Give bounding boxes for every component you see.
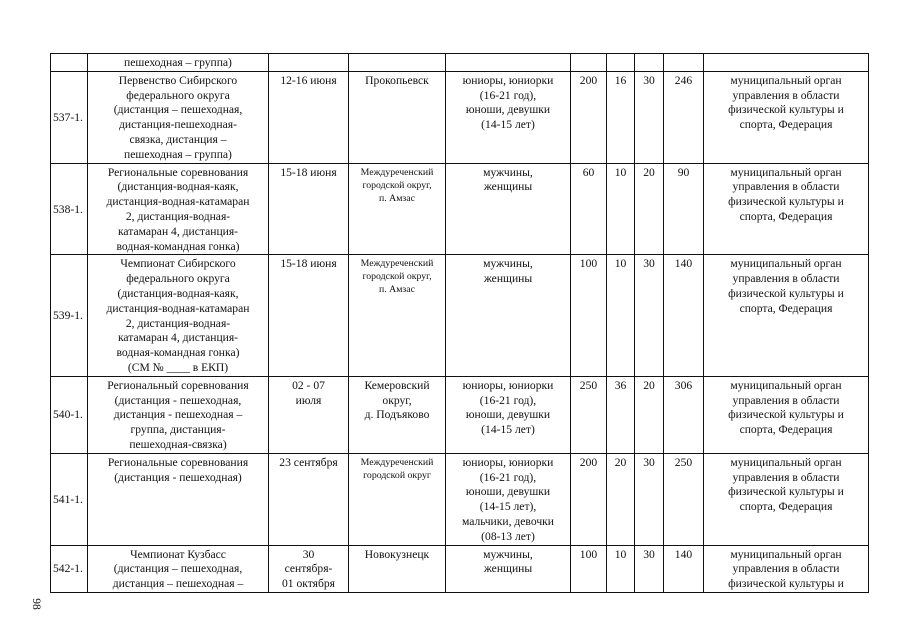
cell-organizer: муниципальный орган управления в области физической культуры и: [704, 545, 869, 592]
cell-n3: 20: [635, 376, 664, 453]
cell-organizer: [704, 54, 869, 72]
cell-n1: 200: [571, 453, 607, 545]
cell-n3: 30: [635, 255, 664, 376]
cell-num: 537-1.: [51, 71, 88, 163]
cell-n2: 36: [607, 376, 635, 453]
cell-n1: 250: [571, 376, 607, 453]
cell-n1: [571, 54, 607, 72]
cell-event: Чемпионат Кузбасс (дистанция – пешеходная, дистанция – пешеходная –: [88, 545, 269, 592]
table-row: [51, 255, 869, 376]
cell-organizer: муниципальный орган управления в области физической культуры и спорта, Федерация: [704, 376, 869, 453]
cell-n2: 10: [607, 163, 635, 255]
cell-place: Междуреченский городской округ, п. Амзас: [349, 163, 446, 255]
cell-n1: 60: [571, 163, 607, 255]
page-number: 98: [29, 598, 42, 610]
cell-num: 540-1.: [51, 376, 88, 453]
cell-event: пешеходная – группа): [88, 54, 269, 72]
table-row: [51, 545, 869, 592]
cell-place: Междуреченский городской округ, п. Амзас: [349, 255, 446, 376]
cell-place: Прокопьевск: [349, 71, 446, 163]
cell-dates: [269, 54, 349, 72]
cell-dates: 30 сентября- 01 октября: [269, 545, 349, 592]
cell-participants: юниоры, юниорки (16-21 год), юноши, девушки (14-15 лет), мальчики, девочки (08-13 лет): [446, 453, 571, 545]
cell-n4: [664, 54, 704, 72]
table-row: [51, 376, 869, 453]
cell-dates: 12-16 июня: [269, 71, 349, 163]
cell-organizer: муниципальный орган управления в области физической культуры и спорта, Федерация: [704, 255, 869, 376]
cell-event: Региональный соревнования (дистанция - пешеходная, дистанция - пешеходная – группа, дистанция- пешеходная-связка): [88, 376, 269, 453]
cell-n3: 20: [635, 163, 664, 255]
cell-organizer: муниципальный орган управления в области физической культуры и спорта, Федерация: [704, 71, 869, 163]
cell-n2: 10: [607, 255, 635, 376]
cell-n1: 100: [571, 255, 607, 376]
cell-n4: 246: [664, 71, 704, 163]
cell-participants: мужчины, женщины: [446, 545, 571, 592]
cell-n2: 16: [607, 71, 635, 163]
cell-n1: 100: [571, 545, 607, 592]
cell-n2: 10: [607, 545, 635, 592]
cell-event: Первенство Сибирского федерального округа (дистанция – пешеходная, дистанция-пешеходная- связка, дистанция – пешеходная – группа): [88, 71, 269, 163]
cell-participants: мужчины, женщины: [446, 255, 571, 376]
cell-num: [51, 54, 88, 72]
cell-organizer: муниципальный орган управления в области физической культуры и спорта, Федерация: [704, 163, 869, 255]
cell-n3: 30: [635, 453, 664, 545]
table-row: [51, 71, 869, 163]
cell-n2: 20: [607, 453, 635, 545]
cell-num: 542-1.: [51, 545, 88, 592]
cell-num: 539-1.: [51, 255, 88, 376]
cell-n4: 306: [664, 376, 704, 453]
carry-over-row: [51, 54, 869, 72]
cell-participants: юниоры, юниорки (16-21 год), юноши, девушки (14-15 лет): [446, 71, 571, 163]
cell-dates: 15-18 июня: [269, 163, 349, 255]
cell-n3: 30: [635, 545, 664, 592]
cell-n4: 90: [664, 163, 704, 255]
cell-n4: 140: [664, 545, 704, 592]
cell-n4: 140: [664, 255, 704, 376]
cell-n3: [635, 54, 664, 72]
cell-n1: 200: [571, 71, 607, 163]
cell-dates: 23 сентября: [269, 453, 349, 545]
cell-event: Региональные соревнования (дистанция-водная-каяк, дистанция-водная-катамаран 2, дистанция-водная- катамаран 4, дистанция- водная-командная гонка): [88, 163, 269, 255]
cell-place: Междуреченский городской округ: [349, 453, 446, 545]
cell-dates: 15-18 июня: [269, 255, 349, 376]
cell-event: Региональные соревнования (дистанция - пешеходная): [88, 453, 269, 545]
cell-participants: [446, 54, 571, 72]
cell-num: 538-1.: [51, 163, 88, 255]
cell-place: [349, 54, 446, 72]
cell-num: 541-1.: [51, 453, 88, 545]
cell-n3: 30: [635, 71, 664, 163]
cell-dates: 02 - 07 июля: [269, 376, 349, 453]
cell-n2: [607, 54, 635, 72]
cell-participants: мужчины, женщины: [446, 163, 571, 255]
cell-participants: юниоры, юниорки (16-21 год), юноши, девушки (14-15 лет): [446, 376, 571, 453]
table-row: [51, 163, 869, 255]
cell-event: Чемпионат Сибирского федерального округа (дистанция-водная-каяк, дистанция-водная-катамаран 2, дистанция-водная- катамаран 4, дистанция- водная-командная гонка) (СМ № ____ в ЕКП): [88, 255, 269, 376]
table-row: [51, 453, 869, 545]
cell-n4: 250: [664, 453, 704, 545]
events-table: [50, 53, 869, 593]
cell-organizer: муниципальный орган управления в области физической культуры и спорта, Федерация: [704, 453, 869, 545]
cell-place: Новокузнецк: [349, 545, 446, 592]
cell-place: Кемеровский округ, д. Подъяково: [349, 376, 446, 453]
